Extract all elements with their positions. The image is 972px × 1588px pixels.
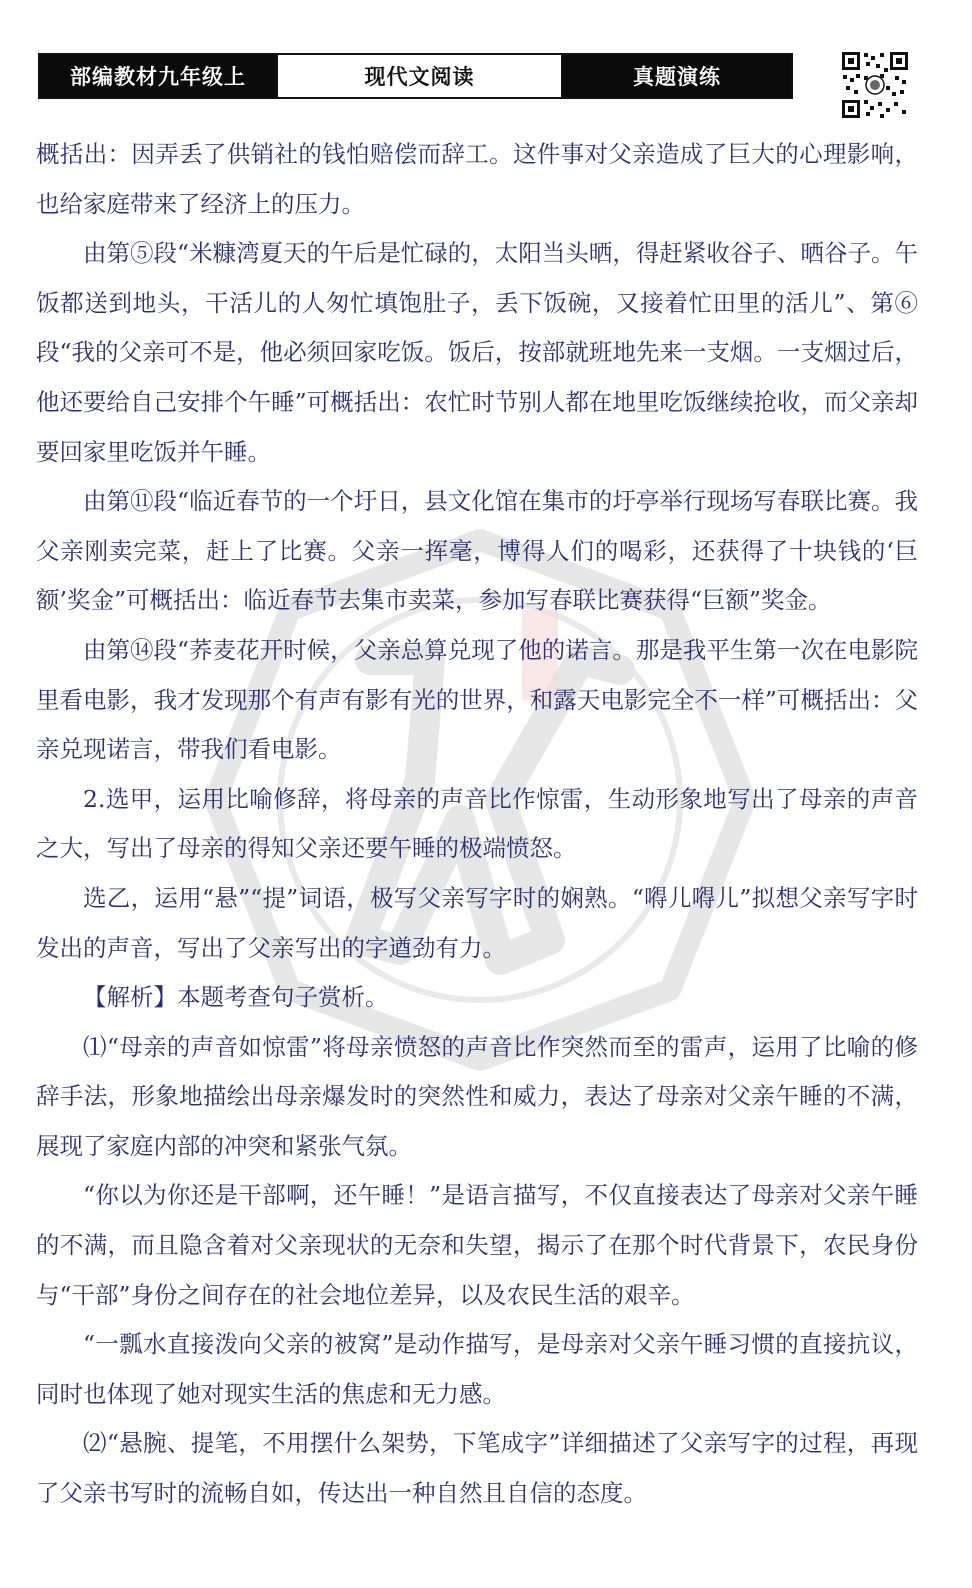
header-bar bbox=[38, 53, 793, 99]
header-section-label: 真题演练 bbox=[563, 55, 791, 97]
paragraph-answer-2-yi: 选乙，运用“悬”“提”词语，极写父亲写字时的娴熟。“嘚儿嘚儿”拟想父亲写字时发出的声音，写出了父亲写出的字遒劲有力。 bbox=[36, 883, 918, 962]
paragraph-analysis-1: ⑴“母亲的声音如惊雷”将母亲愤怒的声音比作突然而至的雷声，运用了比喻的修辞手法，形象地描绘出母亲爆发时的突然性和威力，表达了母亲对父亲午睡的不满，展现了家庭内部的冲突和紧张气氛。 bbox=[36, 1032, 918, 1160]
paragraph-analysis-heading: 【解析】本题考查句子赏析。 bbox=[83, 983, 389, 1012]
paragraph-summary-1: 概括出：因弄丢了供销社的钱怕赔偿而辞工。这件事对父亲造成了巨大的心理影响，也给家庭带来了经济上的压力。 bbox=[36, 140, 918, 218]
header-subject-label: 现代文阅读 bbox=[276, 55, 563, 97]
answer-text bbox=[36, 130, 918, 1519]
header-grade-label: 部编教材九年级上 bbox=[40, 55, 276, 97]
paragraph-analysis-3: “一瓢水直接泼向父亲的被窝”是动作描写，是母亲对父亲午睡习惯的直接抗议，同时也体现了她对现实生活的焦虑和无力感。 bbox=[36, 1330, 918, 1408]
qr-code-icon bbox=[840, 50, 910, 120]
paragraph-answer-2-jia: 2.选甲，运用比喻修辞，将母亲的声音比作惊雷，生动形象地写出了母亲的声音之大，写出了母亲的得知父亲还要午睡的极端愤怒。 bbox=[36, 784, 918, 863]
paragraph-summary-2: 由第⑤段“米糠湾夏天的午后是忙碌的，太阳当头晒，得赶紧收谷子、晒谷子。午饭都送到地头，干活儿的人匆忙填饱肚子，丢下饭碗，又接着忙田里的活儿”、第⑥段“我的父亲可不是，他必须回家吃饭。饭后，按部就班地先来一支烟。一支烟过后，他还要给自己安排个午睡”可概括出：农忙时节别人都在地里吃饭继续抢收，而父亲却要回家里吃饭并午睡。 bbox=[36, 239, 918, 466]
paragraph-summary-4: 由第⑭段“荞麦花开时候，父亲总算兑现了他的诺言。那是我平生第一次在电影院里看电影，我才发现那个有声有影有光的世界，和露天电影完全不一样”可概括出：父亲兑现诺言，带我们看电影。 bbox=[36, 635, 918, 764]
paragraph-summary-3: 由第⑪段“临近春节的一个圩日，县文化馆在集市的圩亭举行现场写春联比赛。我父亲刚卖完菜，赶上了比赛。父亲一挥毫，博得人们的喝彩，还获得了十块钱的‘巨额’奖金”可概括出：临近春节去集市卖菜，参加写春联比赛获得“巨额”奖金。 bbox=[36, 487, 918, 615]
paragraph-analysis-2: “你以为你还是干部啊，还午睡！”是语言描写，不仅直接表达了母亲对父亲午睡的不满，而且隐含着对父亲现状的无奈和失望，揭示了在那个时代背景下，农民身份与“干部”身份之间存在的社会地位差异，以及农民生活的艰辛。 bbox=[36, 1181, 918, 1309]
paragraph-analysis-4: ⑵“悬腕、提笔，不用摆什么架势，下笔成字”详细描述了父亲写字的过程，再现了父亲书写时的流畅自如，传达出一种自然且自信的态度。 bbox=[36, 1429, 918, 1508]
